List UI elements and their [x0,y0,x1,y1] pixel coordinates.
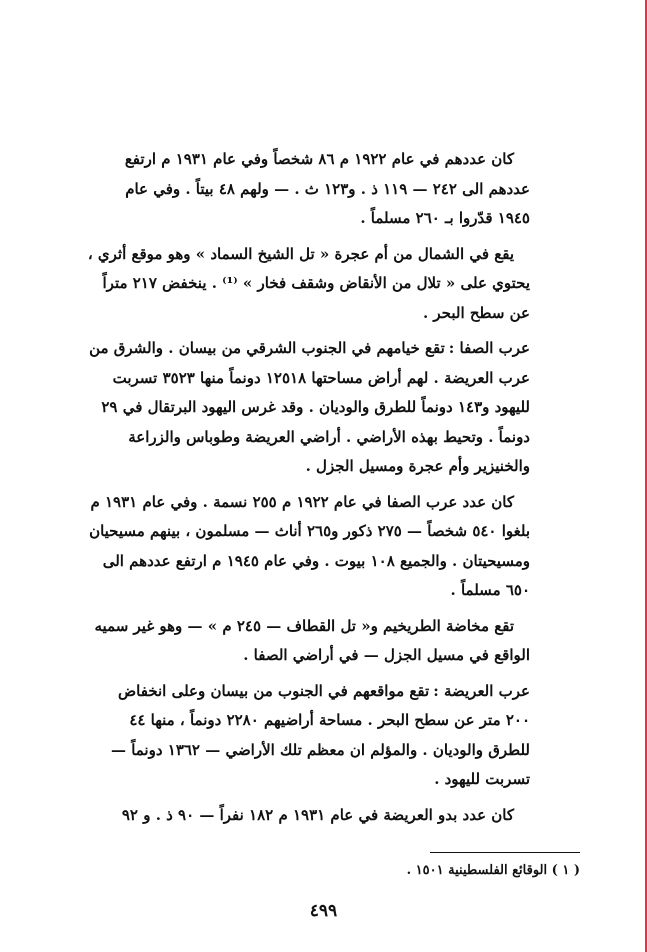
section-heading: عرب العريضة : [433,681,530,700]
text-line: بلغوا ٥٤٠ شخصاً — ٢٧٥ ذكور و٢٦٥ أناث — مسلمون ، بينهم مسيحيان [89,522,530,540]
text-line: كان عددهم في عام ١٩٢٢ م ٨٦ شخصاً وفي عام ١٩٣١ م ارتفع [124,150,514,168]
text-line: عددهم الى ٢٤٢ — ١١٩ ذ . و١٢٣ ث . — ولهم ٤٨ بيتاً . وفي عام [125,179,530,198]
text-line: ١٩٤٥ قدّروا بـ ٢٦٠ مسلماً . [360,209,530,227]
page-number: ٤٩٩ [309,901,338,921]
footnote: ( ١ ) الوقائع الفلسطينية ١٥٠١ . [406,863,580,878]
text-line: تسربت لليهود . [434,770,530,788]
text-line: والخنيزير وأم عجرة ومسيل الجزل . [305,457,530,475]
text-line: لليهود و١٤٣ دونماً للطرق والوديان . وقد غرس اليهود البرتقال في ٢٩ [101,398,530,416]
paragraph-ford-and-tell [94,612,530,671]
paragraph-safa-population [89,488,530,606]
paragraph-arab-al-safa [89,334,530,482]
text-line: ومسيحيتان . والجميع ١٠٨ بيوت . وفي عام ١٩٤٥ م ارتفع عددهم الى [102,551,530,570]
paragraph-population-1 [100,145,530,234]
text-line: يقع في الشمال من أم عجرة « تل الشيخ السماد » وهو موقع أثري ، [87,244,514,263]
text-line-content: تقع خيامهم في الجنوب الشرقي من بيسان . والشرق من [89,339,445,357]
text-line: ٢٠٠ متر عن سطح البحر . مساحة أراضيهم ٢٢٨٠ دونماً ، منها ٤٤ [129,711,530,729]
text-line [100,677,530,707]
text-line: يحتوي على « تلال من الأنقاض وشقف فخار » ⁽¹⁾ . ينخفض ٢١٧ متراً [102,274,530,292]
text-line: للطرق والوديان . والمؤلم ان معظم تلك الأراضي — ١٣٦٢ دونماً — [110,740,530,759]
text-line: تقع مخاضة الطريخيم و« تل القطاف — ٢٤٥ م » — وهو غير سميه [94,616,514,635]
section-heading: عرب الصفا : [448,339,530,357]
text-line: ٦٥٠ مسلماً . [450,581,530,599]
paragraph-arida-population [100,801,530,831]
text-line [89,334,530,364]
text-line: الواقع في مسيل الجزل — في أراضي الصفا . [243,646,530,664]
text-line: كان عدد بدو العريضة في عام ١٩٣١ م ١٨٢ نفراً — ٩٠ ذ . و ٩٢ [121,805,514,824]
text-line: كان عدد عرب الصفا في عام ١٩٢٢ م ٢٥٥ نسمة . وفي عام ١٩٣١ م [90,492,514,511]
paragraph-arab-al-arida [100,677,530,795]
text-line-content: تقع مواقعهم في الجنوب من بيسان وعلى انخفاض [118,681,430,700]
paragraph-archaeological-site [87,240,530,329]
text-line: عرب العريضة . لهم أراض مساحتها ١٢٥١٨ دونماً منها ٣٥٢٣ تسربت [112,368,530,387]
body-text [87,145,530,830]
footnote-divider [430,852,580,853]
text-line: عن سطح البحر . [422,303,530,322]
text-line: دونماً . وتحيط بهذه الأراضي . أراضي العريضة وطوباس والزراعة [128,427,530,446]
